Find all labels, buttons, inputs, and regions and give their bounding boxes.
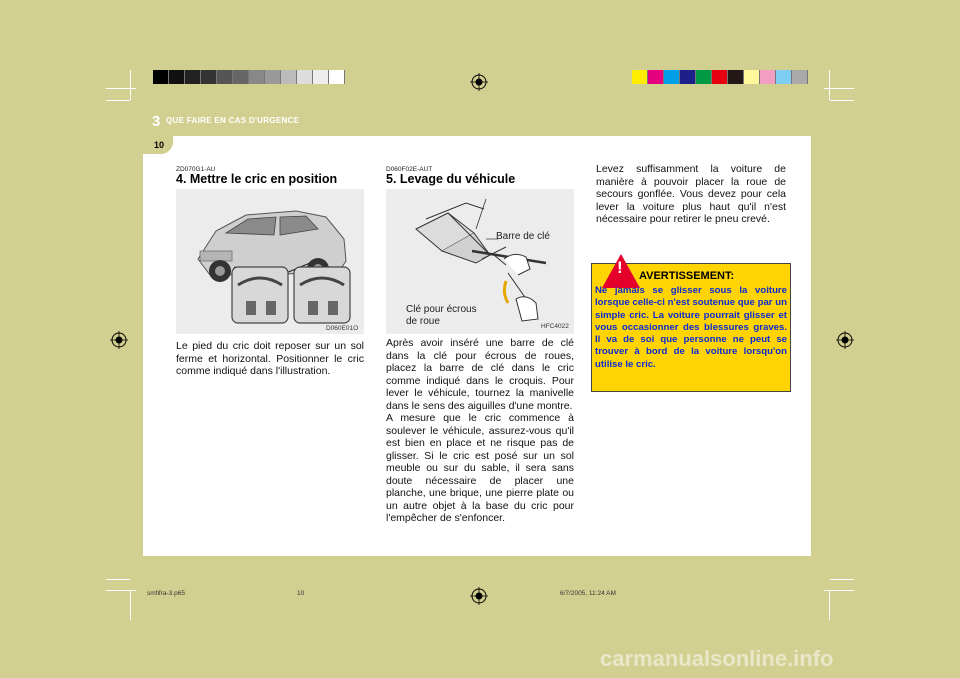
footer-file: smfifra-3.p65 <box>147 590 185 597</box>
callout-wrench-bar: Barre de clé <box>496 231 550 242</box>
crop-mark <box>106 590 136 591</box>
section-heading: 4. Mettre le cric en position <box>176 172 338 186</box>
suv-illustration <box>176 189 364 334</box>
lifting-illustration <box>386 189 574 334</box>
registration-mark-icon <box>470 587 488 605</box>
registration-mark-icon <box>110 331 128 349</box>
page-number: 10 <box>154 140 165 150</box>
chapter-title: QUE FAIRE EN CAS D'URGENCE <box>166 116 300 125</box>
registration-mark-icon <box>470 73 488 91</box>
crop-mark <box>106 579 130 580</box>
section-heading: 5. Levage du véhicule <box>386 172 516 186</box>
footer-page: 10 <box>297 590 305 597</box>
crop-mark <box>830 100 854 101</box>
warning-text: Ne jamais se glisser sous la voiture lorsque celle-ci n'est soutenue que par un simple cric. La voiture pourrait glisser et vous occasionner des blessures graves. Il va de soi que personne ne peut se trouver à bord de la voiture lorsqu'on utilise le cric. <box>595 285 787 370</box>
warning-box <box>591 258 791 392</box>
chapter-number: 3 <box>152 113 161 130</box>
warning-title: AVERTISSEMENT: <box>639 270 735 282</box>
image-label: D060E01O <box>326 325 359 332</box>
body-paragraph: Le pied du cric doit reposer sur un sol ferme et horizontal. Positionner le cric comme indiqué dans l'illustration. <box>176 340 364 377</box>
body-paragraph: Après avoir inséré une barre de clé dans la clé pour écrous de roues, placez la barre de clé dans le cric comme indiqué dans le croquis. Pour lever le véhicule, tournez la manivelle dans le sens des aiguilles d'une montre. A mesure que le cric commence à soulever le véhicule, assurez-vous qu'il est bien en place et ne risque pas de glisser. Si le cric est posé sur un sol meuble ou sur du sable, il sera sans doute nécessaire de placer une planche, une brique, une pierre plate ou un autre objet à la base du cric pour l'empêcher de s'enfoncer. <box>386 337 574 524</box>
crop-mark <box>829 70 830 100</box>
jack-position-illustration <box>176 189 364 334</box>
registration-mark-icon <box>836 331 854 349</box>
crop-mark <box>106 88 136 89</box>
warning-exclamation: ! <box>617 258 623 277</box>
crop-mark <box>130 590 131 620</box>
footer-date: 6/7/2005, 11:24 AM <box>560 590 616 597</box>
crop-mark <box>829 590 830 620</box>
body-paragraph: Levez suffisamment la voiture de manière à pouvoir placer la roue de secours gonflée. Vous devez pour cela lever la voiture plus haut qu'il n'est nécessaire pour retirer le pneu crevé. <box>596 163 786 225</box>
callout-wheel-nut-wrench-line1: Clé pour écrous <box>406 304 477 315</box>
callout-wheel-nut-wrench-line2: de roue <box>406 316 440 327</box>
section-code: ZD070G1-AU <box>176 166 216 173</box>
crop-mark <box>106 100 130 101</box>
watermark: carmanualsonline.info <box>600 646 834 671</box>
grayscale-calibration-strip <box>153 70 345 84</box>
color-calibration-strip <box>632 70 808 84</box>
section-code: D060F02E-AUT <box>386 166 433 173</box>
image-label: HFC4022 <box>541 323 569 330</box>
crop-mark <box>130 70 131 100</box>
crop-mark <box>830 579 854 580</box>
